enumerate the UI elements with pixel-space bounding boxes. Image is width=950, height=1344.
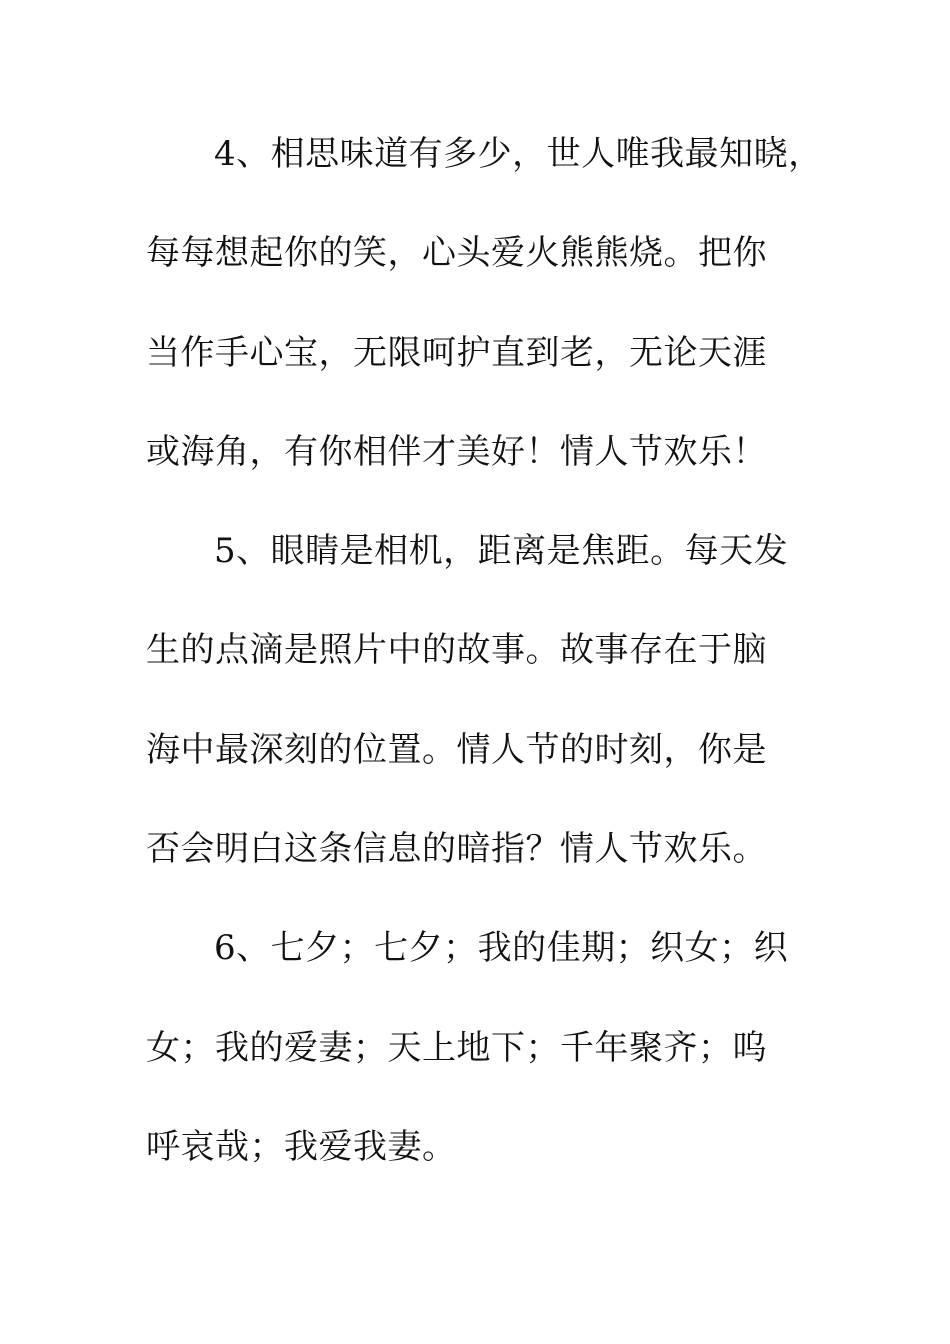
paragraph-4-line-1: 4、相思味道有多少，世人唯我最知晓， — [214, 134, 823, 174]
paragraph-5-line-3: 海中最深刻的位置。情人节的时刻，你是 — [146, 730, 767, 770]
paragraph-4-line-3: 当作手心宝，无限呵护直到老，无论天涯 — [146, 333, 767, 373]
paragraph-6-line-3: 呼哀哉；我爱我妻。 — [146, 1127, 457, 1167]
paragraph-5-line-4: 否会明白这条信息的暗指？情人节欢乐。 — [146, 829, 767, 869]
paragraph-6-line-2: 女；我的爱妻；天上地下；千年聚齐；呜 — [146, 1028, 767, 1068]
paragraph-6-line-1: 6、七夕；七夕；我的佳期；织女；织 — [214, 928, 789, 968]
paragraph-5-line-1: 5、眼睛是相机，距离是焦距。每天发 — [214, 531, 789, 571]
paragraph-4-line-2: 每每想起你的笑，心头爱火熊熊烧。把你 — [146, 233, 767, 273]
paragraph-5-line-2: 生的点滴是照片中的故事。故事存在于脑 — [146, 630, 767, 670]
paragraph-4-line-4: 或海角，有你相伴才美好！情人节欢乐！ — [146, 432, 767, 472]
